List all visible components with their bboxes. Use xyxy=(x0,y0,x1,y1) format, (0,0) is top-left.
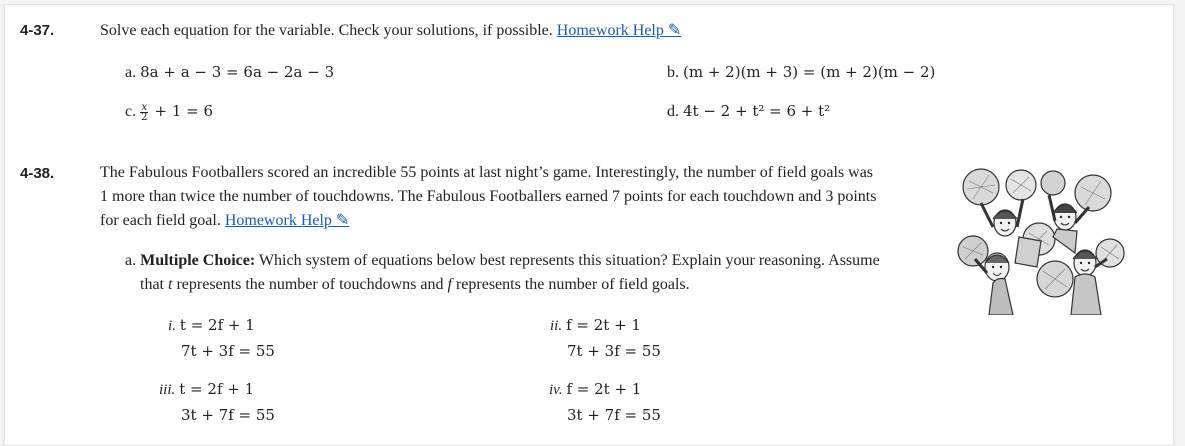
part-b-equation: (m + 2)(m + 3) = (m + 2)(m − 2) xyxy=(683,63,936,81)
equation-a xyxy=(125,63,334,82)
problem-number-4-37: 4-37. xyxy=(20,22,55,39)
choice-ii xyxy=(550,316,661,361)
pompom-icon xyxy=(1041,171,1065,195)
choice-iv-eq1: f = 2t + 1 xyxy=(566,380,642,398)
choice-i-eq2: 7t + 3f = 55 xyxy=(181,342,275,360)
choice-iii-label: iii. xyxy=(159,382,176,398)
choice-iii-eq2: 3t + 7f = 55 xyxy=(181,406,275,424)
equation-d xyxy=(667,102,830,121)
choice-ii-eq2: 7t + 3f = 55 xyxy=(567,342,661,360)
paragraph-line-1: The Fabulous Footballers scored an incredible 55 points at last night’s game. Interestingly, the number of field goals was xyxy=(100,164,874,181)
part-c-equation-rest: + 1 = 6 xyxy=(154,102,214,120)
part-a-multiple-choice xyxy=(125,249,880,297)
choice-iv-label: iv. xyxy=(549,382,563,398)
part-d-equation: 4t − 2 + t² = 6 + t² xyxy=(683,102,831,120)
worksheet-page xyxy=(4,4,1174,446)
part-a-line2-post: represents the number of field goals. xyxy=(451,276,690,293)
variable-f: f xyxy=(447,276,452,293)
part-a-equation: 8a + a − 3 = 6a − 2a − 3 xyxy=(140,63,335,81)
part-a-line2-pre: that xyxy=(140,276,168,293)
choice-i-eq1: t = 2f + 1 xyxy=(179,316,255,334)
fraction-x-over-2 xyxy=(140,103,148,122)
choice-iii xyxy=(159,380,275,425)
part-b-label: b. xyxy=(667,64,679,81)
paragraph-line-2: 1 more than twice the number of touchdowns. The Fabulous Footballers earned 7 points for each touchdown and 3 points xyxy=(100,188,877,205)
homework-help-link-4-37[interactable]: Homework Help ✎ xyxy=(556,22,682,39)
part-c-label: c. xyxy=(125,103,137,120)
paragraph-line-3-row xyxy=(100,209,876,233)
paragraph-line-3: for each field goal. xyxy=(100,212,221,229)
part-a-question: Which system of equations below best represents this situation? Explain your reasoning. Assume xyxy=(258,252,880,269)
part-a-line-1 xyxy=(125,249,880,273)
part-d-label: d. xyxy=(667,103,679,120)
equation-b xyxy=(667,63,935,82)
cheerleaders-illustration xyxy=(953,167,1129,315)
choice-i-label: i. xyxy=(168,318,176,334)
choice-iv xyxy=(549,380,661,425)
equation-c xyxy=(125,102,213,122)
problem-number-4-38: 4-38. xyxy=(20,165,55,182)
choice-i xyxy=(168,316,275,361)
part-a-line-2 xyxy=(125,273,880,297)
variable-t: t xyxy=(168,276,173,293)
choice-iv-eq2: 3t + 7f = 55 xyxy=(567,406,661,424)
fraction-numerator: x xyxy=(141,101,148,113)
choice-ii-label: ii. xyxy=(550,318,563,334)
multiple-choice-heading: Multiple Choice: xyxy=(140,252,256,269)
choice-ii-eq1: f = 2t + 1 xyxy=(566,316,641,334)
problem-4-37-instruction-row xyxy=(100,19,681,43)
homework-help-link-4-38[interactable]: Homework Help ✎ xyxy=(224,212,350,229)
choice-iii-eq1: t = 2f + 1 xyxy=(179,380,255,398)
problem-4-38-paragraph xyxy=(100,161,876,233)
part-a-line2-mid: represents the number of touchdowns and xyxy=(172,276,448,293)
part-a-label: a. xyxy=(125,64,137,81)
fraction-denominator: 2 xyxy=(141,111,148,123)
part-a-mc-label: a. xyxy=(125,252,137,269)
problem-4-37-instruction: Solve each equation for the variable. Check your solutions, if possible. xyxy=(100,22,553,39)
